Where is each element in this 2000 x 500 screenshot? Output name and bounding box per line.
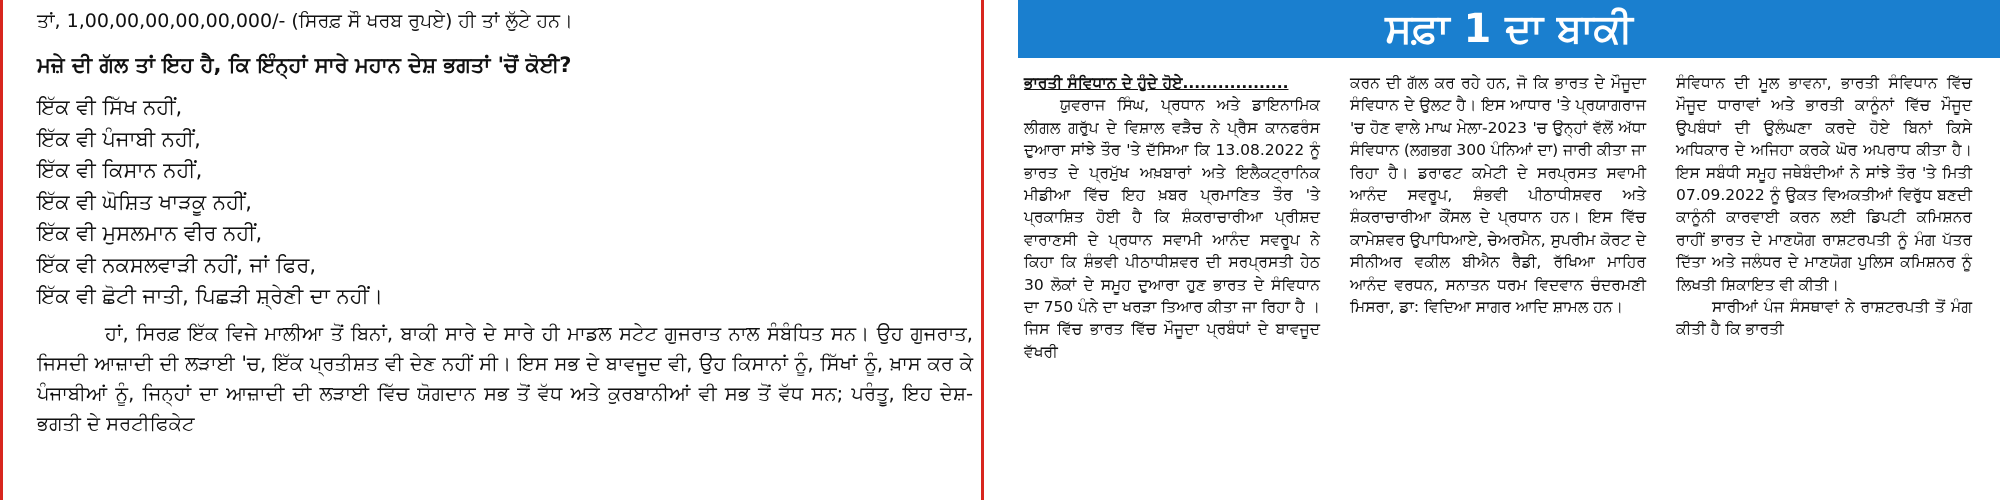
list-item: ਇੱਕ ਵੀ ਘੋਸ਼ਿਤ ਖਾੜਕੂ ਨਹੀਂ,: [37, 189, 252, 214]
list-item: ਇੱਕ ਵੀ ਨਕਸਲਵਾੜੀ ਨਹੀਂ, ਜਾਂ ਫਿਰ,: [37, 252, 317, 277]
body-paragraph: ਹਾਂ, ਸਿਰਫ਼ ਇੱਕ ਵਿਜੇ ਮਾਲੀਆ ਤੋਂ ਬਿਨਾਂ, ਬਾਕੀ ਸਾਰੇ ਦੇ ਸਾਰੇ ਹੀ ਮਾਡਲ ਸਟੇਟ ਗੁਜਰਾਤ ਨਾਲ ਸੰਬੰਧਿਤ ਸਨ। ਉਹ ਗੁਜਰਾਤ, ਜਿਸਦੀ ਆਜ਼ਾਦੀ ਦੀ ਲੜਾਈ 'ਚ, ਇੱਕ ਪ੍ਰਤੀਸ਼ਤ ਵੀ ਦੇਣ ਨਹੀਂ ਸੀ। ਇਸ ਸਭ ਦੇ ਬਾਵਜੂਦ ਵੀ, ਉਹ ਕਿਸਾਨਾਂ ਨੂੰ, ਸਿੱਖਾਂ ਨੂੰ, ਖ਼ਾਸ ਕਰ ਕੇ ਪੰਜਾਬੀਆਂ ਨੂੰ, ਜਿਨ੍ਹਾਂ ਦਾ ਆਜ਼ਾਦੀ ਦੀ ਲੜਾਈ ਵਿੱਚ ਯੋਗਦਾਨ ਸਭ ਤੋਂ ਵੱਧ ਅਤੇ ਕੁਰਬਾਨੀਆਂ ਵੀ ਸਭ ਤੋਂ ਵੱਧ ਸਨ; ਪਰੰਤੂ, ਇਹ ਦੇਸ਼-ਭਗਤੀ ਦੇ ਸਰਟੀਫਿਕੇਟ: [37, 321, 973, 436]
list-item: ਇੱਕ ਵੀ ਛੋਟੀ ਜਾਤੀ, ਪਿਛੜੀ ਸ਼੍ਰੇਣੀ ਦਾ ਨਹੀਂ।: [37, 284, 383, 308]
column-paragraph: ਕਰਨ ਦੀ ਗੱਲ ਕਰ ਰਹੇ ਹਨ, ਜੋ ਕਿ ਭਾਰਤ ਦੇ ਮੌਜੂਦਾ ਸੰਵਿਧਾਨ ਦੇ ਉਲਟ ਹੈ। ਇਸ ਆਧਾਰ 'ਤੇ ਪ੍ਰਯਾਗਰਾਜ 'ਚ ਹੋਣ ਵਾਲੇ ਮਾਘ ਮੇਲਾ-2023 'ਚ ਉਨ੍ਹਾਂ ਵੱਲੋਂ ਅੱਧਾ ਸੰਵਿਧਾਨ (ਲਗਭਗ 300 ਪੰਨਿਆਂ ਦਾ) ਜਾਰੀ ਕੀਤਾ ਜਾ ਰਿਹਾ ਹੈ। ਡਰਾਫਟ ਕਮੇਟੀ ਦੇ ਸਰਪ੍ਰਸਤ ਸਵਾਮੀ ਆਨੰਦ ਸਵਰੂਪ, ਸ਼ੰਭਵੀ ਪੀਠਾਧੀਸ਼ਵਰ ਅਤੇ ਸ਼ੰਕਰਾਚਾਰੀਆ ਕੌਂਸਲ ਦੇ ਪ੍ਰਧਾਨ ਹਨ। ਇਸ ਵਿੱਚ ਕਾਮੇਸ਼ਵਰ ਉਪਾਧਿਆਏ, ਚੇਅਰਮੈਨ, ਸੁਪਰੀਮ ਕੋਰਟ ਦੇ ਸੀਨੀਅਰ ਵਕੀਲ ਬੀਐਨ ਰੈਡੀ, ਰੱਖਿਆ ਮਾਹਿਰ ਆਨੰਦ ਵਰਧਨ, ਸਨਾਤਨ ਧਰਮ ਵਿਦਵਾਨ ਚੰਦਰਮਣੀ ਮਿਸਰਾ, ਡਾ: ਵਿਦਿਆ ਸਾਗਰ ਆਦਿ ਸ਼ਾਮਲ ਹਨ।: [1350, 74, 1646, 317]
list-item: ਇੱਕ ਵੀ ਕਿਸਾਨ ਨਹੀਂ,: [37, 158, 203, 182]
column-paragraph: ਸਾਰੀਆਂ ਪੰਜ ਸੰਸਥਾਵਾਂ ਨੇ ਰਾਸ਼ਟਰਪਤੀ ਤੋਂ ਮੰਗ ਕੀਤੀ ਹੈ ਕਿ ਭਾਰਤੀ: [1676, 298, 1972, 339]
column-paragraph: ਸੰਵਿਧਾਨ ਦੀ ਮੂਲ ਭਾਵਨਾ, ਭਾਰਤੀ ਸੰਵਿਧਾਨ ਵਿੱਚ ਮੌਜੂਦ ਧਾਰਾਵਾਂ ਅਤੇ ਭਾਰਤੀ ਕਾਨੂੰਨਾਂ ਵਿੱਚ ਮੌਜੂਦ ਉਪਬੰਧਾਂ ਦੀ ਉਲੰਘਣਾ ਕਰਦੇ ਹੋਏ ਬਿਨਾਂ ਕਿਸੇ ਅਧਿਕਾਰ ਦੇ ਅਜਿਹਾ ਕਰਕੇ ਘੋਰ ਅਪਰਾਧ ਕੀਤਾ ਹੈ। ਇਸ ਸਬੰਧੀ ਸਮੂਹ ਜਥੇਬੰਦੀਆਂ ਨੇ ਸਾਂਝੇ ਤੌਰ 'ਤੇ ਮਿਤੀ 07.09.2022 ਨੂੰ ਉਕਤ ਵਿਅਕਤੀਆਂ ਵਿਰੁੱਧ ਬਣਦੀ ਕਾਨੂੰਨੀ ਕਾਰਵਾਈ ਕਰਨ ਲਈ ਡਿਪਟੀ ਕਮਿਸ਼ਨਰ ਰਾਹੀਂ ਭਾਰਤ ਦੇ ਮਾਣਯੋਗ ਰਾਸ਼ਟਰਪਤੀ ਨੂੰ ਮੰਗ ਪੱਤਰ ਦਿੱਤਾ ਅਤੇ ਜਲੰਧਰ ਦੇ ਮਾਣਯੋਗ ਪੁਲਿਸ ਕਮਿਸ਼ਨਰ ਨੂੰ ਲਿਖਤੀ ਸ਼ਿਕਾਇਤ ਵੀ ਕੀਤੀ।: [1676, 74, 1972, 294]
negation-list: [37, 92, 973, 313]
text-column-1: [1024, 72, 1320, 363]
list-item: ਇੱਕ ਵੀ ਸਿੱਖ ਨਹੀਂ,: [37, 95, 183, 119]
list-item: ਇੱਕ ਵੀ ਪੰਜਾਬੀ ਨਹੀਂ,: [37, 126, 201, 151]
amount-line: ਤਾਂ, 1,00,00,00,00,00,000/- (ਸਿਰਫ਼ ਸੌ ਖਰਬ ਰੁਪਏ) ਹੀ ਤਾਂ ਲੁੱਟੇ ਹਨ।: [37, 10, 573, 32]
continuation-heading: ਭਾਰਤੀ ਸੰਵਿਧਾਨ ਦੇ ਹੁੰਦੇ ਹੋਏ..................: [1024, 74, 1289, 92]
text-column-3: [1676, 72, 1972, 363]
continuation-section: [1018, 0, 2000, 500]
column-paragraph: ਯੁਵਰਾਜ ਸਿੰਘ, ਪ੍ਰਧਾਨ ਅਤੇ ਡਾਇਨਾਮਿਕ ਲੀਗਲ ਗਰੁੱਪ ਦੇ ਵਿਸ਼ਾਲ ਵੜੈਚ ਨੇ ਪ੍ਰੈਸ ਕਾਨਫਰੰਸ ਦੁਆਰਾ ਸਾਂਝੇ ਤੌਰ 'ਤੇ ਦੱਸਿਆ ਕਿ 13.08.2022 ਨੂੰ ਭਾਰਤ ਦੇ ਪ੍ਰਮੁੱਖ ਅਖ਼ਬਾਰਾਂ ਅਤੇ ਇਲੈਕਟ੍ਰਾਨਿਕ ਮੀਡੀਆ ਵਿੱਚ ਇਹ ਖ਼ਬਰ ਪ੍ਰਮਾਣਿਤ ਤੌਰ 'ਤੇ ਪ੍ਰਕਾਸ਼ਿਤ ਹੋਈ ਹੈ ਕਿ ਸ਼ੰਕਰਾਚਾਰੀਆ ਪ੍ਰੀਸ਼ਦ ਵਾਰਾਣਸੀ ਦੇ ਪ੍ਰਧਾਨ ਸਵਾਮੀ ਆਨੰਦ ਸਵਰੂਪ ਨੇ ਕਿਹਾ ਕਿ ਸ਼ੰਭਵੀ ਪੀਠਾਧੀਸ਼ਵਰ ਦੀ ਸਰਪ੍ਰਸਤੀ ਹੇਠ 30 ਲੋਕਾਂ ਦੇ ਸਮੂਹ ਦੁਆਰਾ ਹੁਣ ਭਾਰਤ ਦੇ ਸੰਵਿਧਾਨ ਦਾ 750 ਪੰਨੇ ਦਾ ਖਰੜਾ ਤਿਆਰ ਕੀਤਾ ਜਾ ਰਿਹਾ ਹੈ । ਜਿਸ ਵਿੱਚ ਭਾਰਤ ਵਿੱਚ ਮੌਜੂਦਾ ਪ੍ਰਬੰਧਾਂ ਦੇ ਬਾਵਜੂਦ ਵੱਖਰੀ: [1024, 96, 1320, 361]
question-line: ਮਜ਼ੇ ਦੀ ਗੱਲ ਤਾਂ ਇਹ ਹੈ, ਕਿ ਇੰਨ੍ਹਾਂ ਸਾਰੇ ਮਹਾਨ ਦੇਸ਼ ਭਗਤਾਂ 'ਚੋਂ ਕੋਈ?: [37, 53, 572, 77]
continuation-banner: ਸਫ਼ਾ 1 ਦਾ ਬਾਕੀ: [1018, 0, 2000, 58]
text-columns: [1018, 58, 2000, 363]
text-column-2: [1350, 72, 1646, 363]
list-item: ਇੱਕ ਵੀ ਮੁਸਲਮਾਨ ਵੀਰ ਨਹੀਂ,: [37, 221, 263, 245]
left-article-column: [0, 0, 984, 500]
